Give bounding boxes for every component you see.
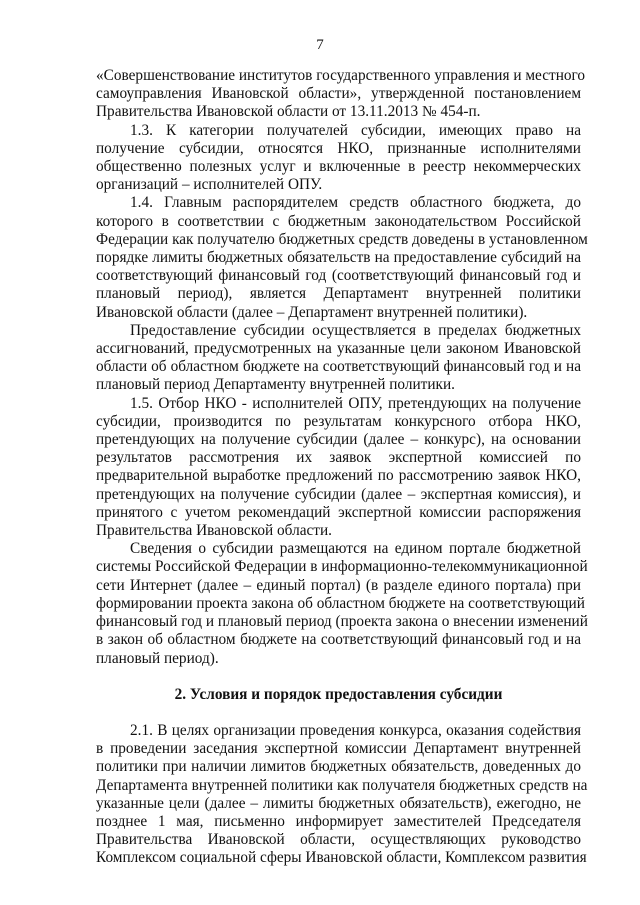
paragraph [96,395,581,541]
paragraph-line: претендующих на получение субсидии (далее – экспертная комиссия), и [96,485,581,503]
paragraph-line: ассигнований, предусмотренных на указанные цели законом Ивановской [96,340,581,358]
paragraph [96,540,588,667]
paragraph-line: Сведения о субсидии размещаются на едином портале бюджетной [130,540,581,558]
paragraph-line: самоуправления Ивановской области», утвержденной постановлением [96,85,581,103]
page-number: 7 [316,37,324,53]
paragraph-line: предварительной выработке предложений по рассмотрению заявок НКО, [96,467,581,485]
paragraph-line: 1.5. Отбор НКО - исполнителей ОПУ, претендующих на получение [130,394,581,412]
paragraph-line: позднее 1 мая, письменно информирует заместителей Председателя [96,812,581,830]
paragraph [96,122,581,195]
paragraph-line: плановый период). [96,649,219,667]
paragraph [96,194,588,321]
paragraph-line: получение субсидии, относятся НКО, признанные исполнителями [96,139,581,157]
paragraph-line: которого в соответствии с бюджетным законодательством Российской [96,212,581,230]
paragraph-line: Комплексом социальной сферы Ивановской области, Комплексом развития [96,849,587,867]
document-body [96,67,588,868]
paragraph [96,67,586,122]
paragraph-line: общественно полезных услуг и включенные в реестр некоммерческих [96,158,581,176]
paragraph-line: плановый период Департаменту внутренней политики. [96,376,455,394]
paragraph-line: финансовый год и плановый период (проекта закона о внесении изменений [96,613,588,631]
paragraph-line: Правительства Ивановской области от 13.11.2013 № 454-п. [96,103,481,121]
paragraph [96,721,588,868]
paragraph-line: формировании проекта закона об областном бюджете на соответствующий [96,594,585,612]
paragraph-line: Федерации как получателю бюджетных средств доведены в установленном [96,230,588,248]
paragraph-line: в закон об областном бюджете на соответствующий финансовый год и на [96,631,581,649]
paragraph-line: в проведении заседания экспертной комиссии Департамент внутренней [96,740,581,758]
paragraph-line: претендующих на получение субсидии (далее – конкурс), на основании [96,431,581,449]
paragraph-line: Правительства Ивановской области. [96,522,332,540]
paragraph-line: 1.3. К категории получателей субсидии, имеющих право на [130,121,581,139]
paragraph-line: Ивановской области (далее – Департамент внутренней политики). [96,303,528,321]
section-heading: 2. Условия и порядок предоставления субсидии [174,685,503,703]
paragraph-line: политики при наличии лимитов бюджетных обязательств, доведенных до [96,758,581,776]
paragraphs-after-heading [96,721,588,868]
paragraph-line: плановый период), является Департамент внутренней политики [96,285,581,303]
paragraph-line: «Совершенствование институтов государственного управления и местного [96,67,586,84]
paragraphs-before-heading [96,67,588,668]
paragraph-line: субсидии, производится по результатам конкурсного отбора НКО, [96,412,581,430]
paragraph-line: Департамента внутренней политики как получателя бюджетных средств на [96,776,588,794]
paragraph-line: системы Российской Федерации в информационно-телекоммуникационной [96,558,588,576]
paragraph-line: 1.4. Главным распорядителем средств областного бюджета, до [130,194,581,212]
paragraph-line: соответствующий финансовый год (соответствующий финансовый год и [96,267,581,285]
paragraph-line: Правительства Ивановской области, осуществляющих руководство [96,831,581,849]
paragraph-line: сети Интернет (далее – единый портал) (в разделе единого портала) при [96,576,581,594]
paragraph-line: организаций – исполнителей ОПУ. [96,176,323,194]
paragraph [96,322,581,395]
paragraph-line: порядке лимиты бюджетных обязательств на предоставление субсидий на [96,249,581,267]
paragraph-line: результатов рассмотрения их заявок экспертной комиссией по [96,449,581,467]
paragraph-line: 2.1. В целях организации проведения конкурса, оказания содействия [130,721,581,739]
paragraph-line: Предоставление субсидии осуществляется в пределах бюджетных [130,321,581,339]
paragraph-line: принятого с учетом рекомендаций экспертной комиссии распоряжения [96,503,581,521]
paragraph-line: указанные цели (далее – лимиты бюджетных обязательств), ежегодно, не [96,794,581,812]
paragraph-line: области об областном бюджете на соответствующий финансовый год и на [96,358,581,376]
